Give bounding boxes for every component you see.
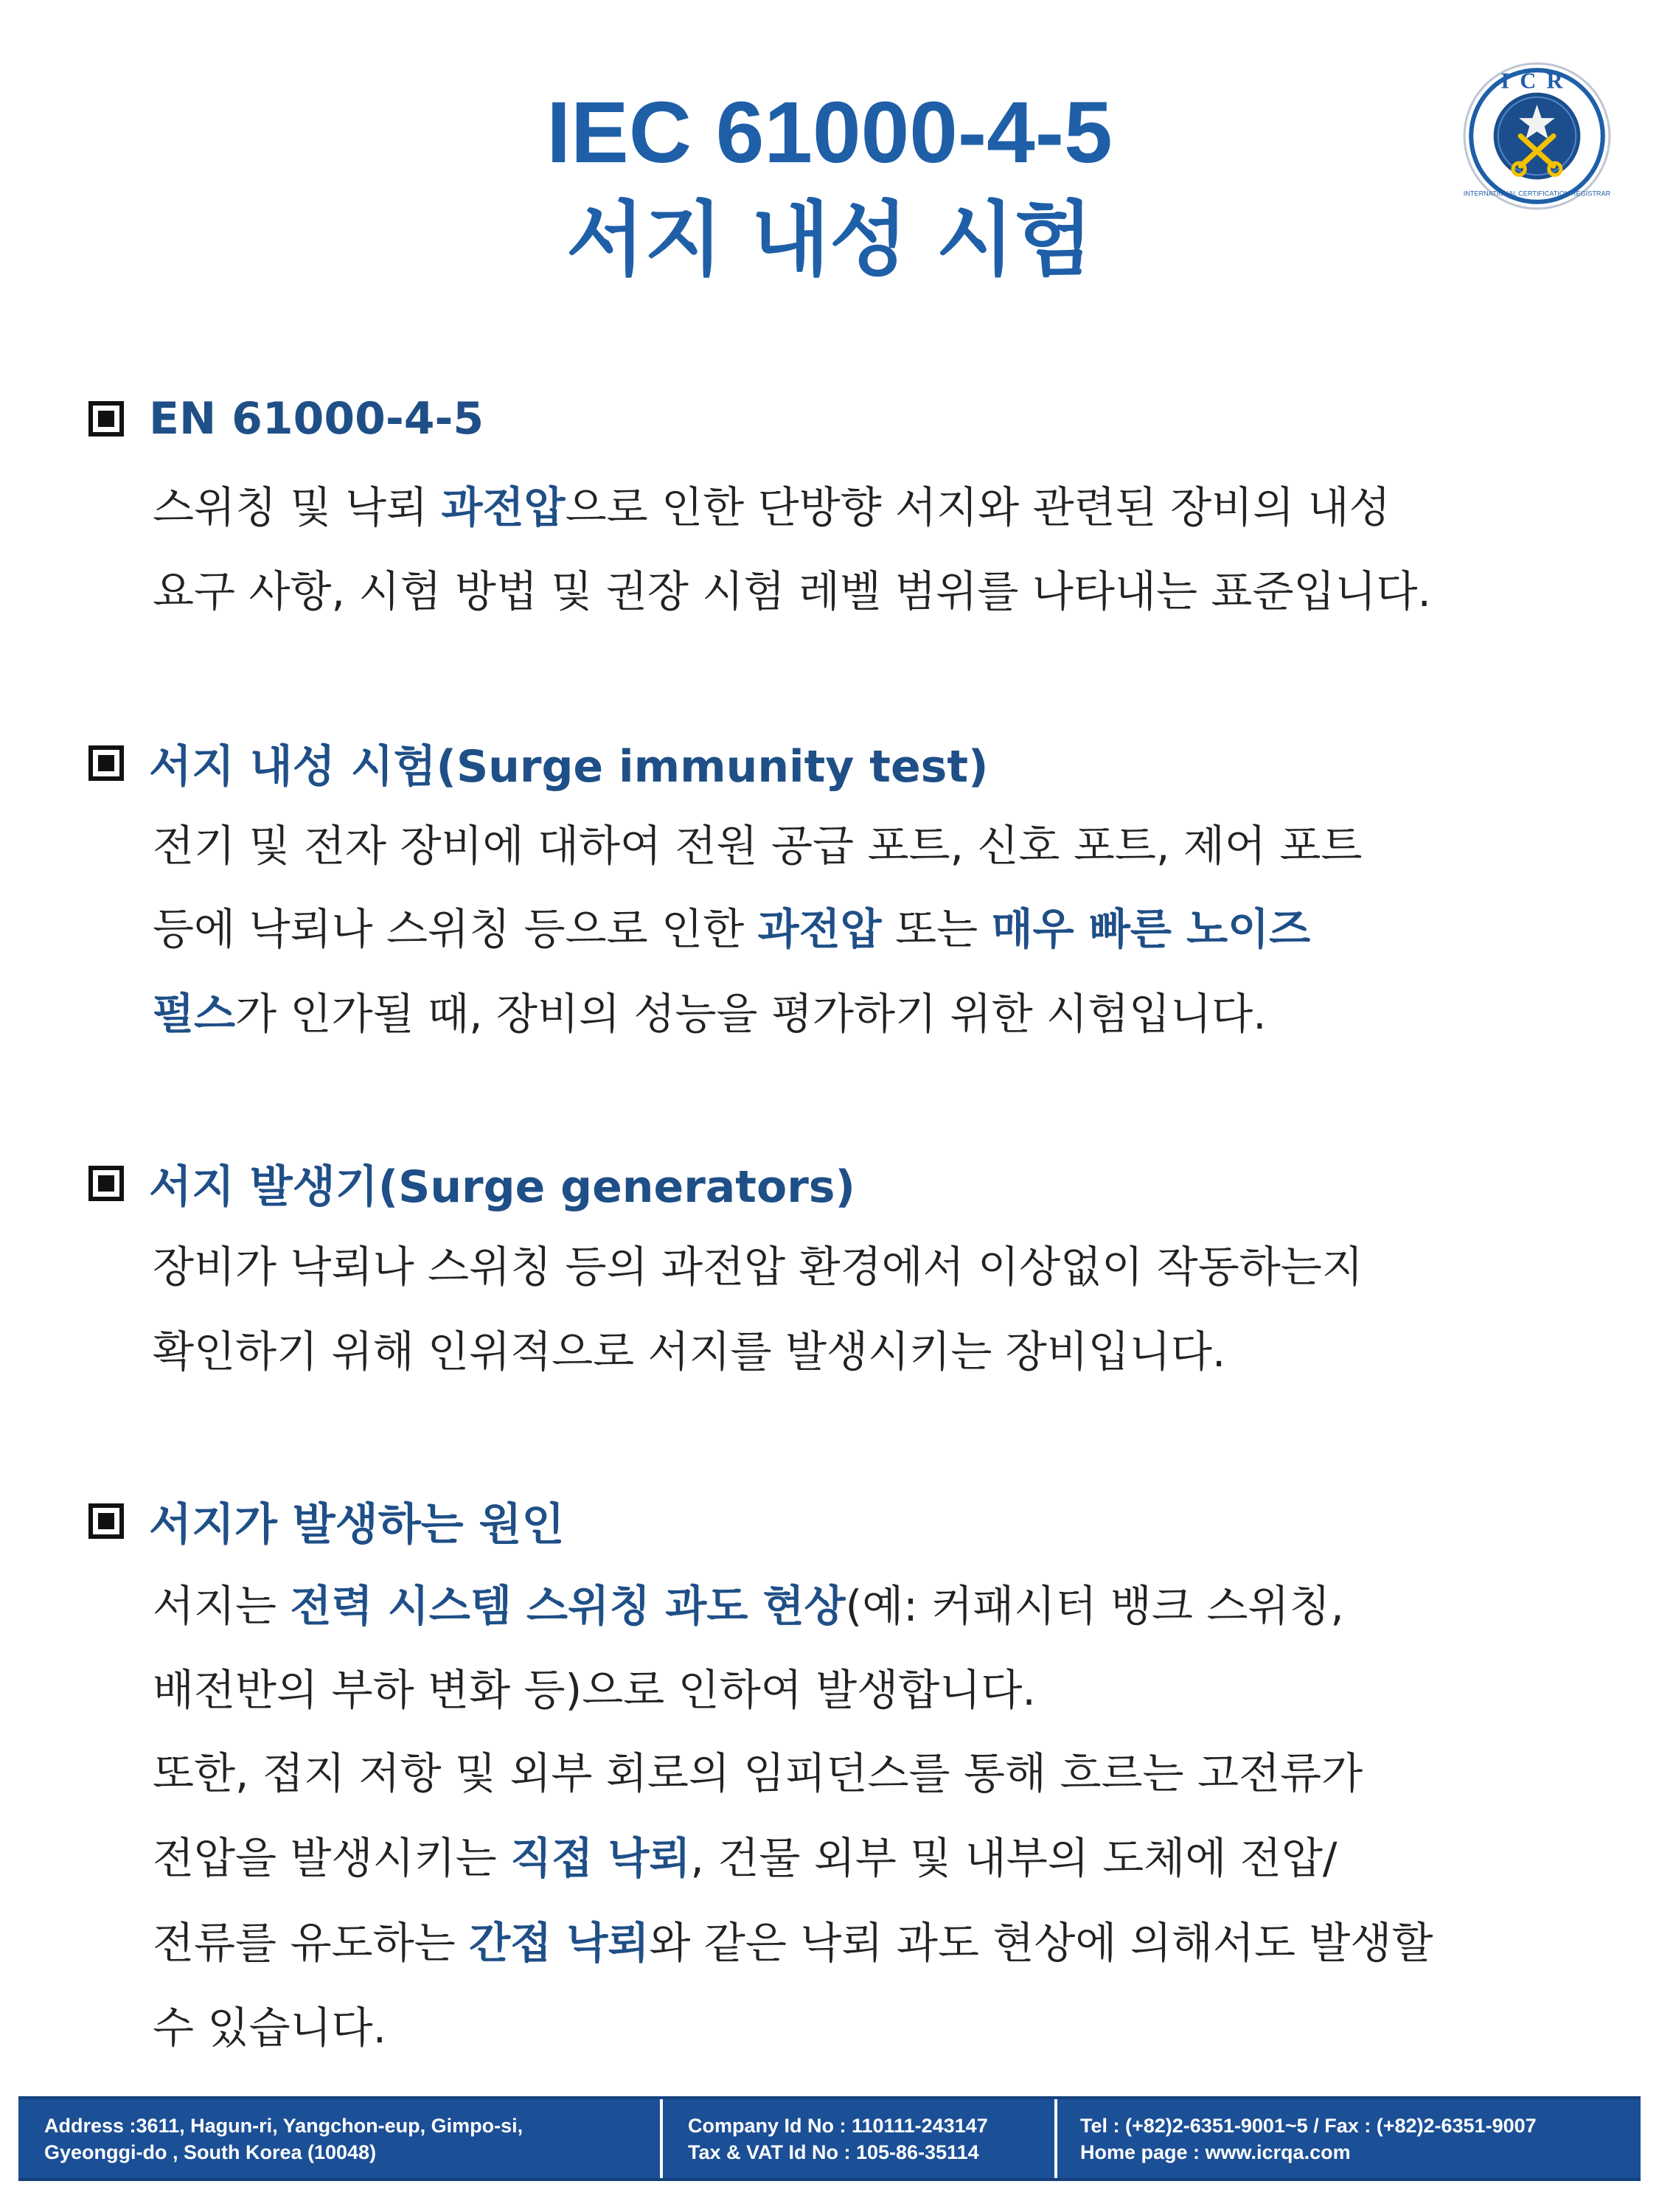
- square-bullet-icon: [88, 1503, 124, 1539]
- footer-tel-fax: Tel : (+82)2-6351-9001~5 / Fax : (+82)2-6351-9007: [1080, 2115, 1537, 2137]
- footer-home-page-link[interactable]: Home page : www.icrqa.com: [1080, 2141, 1351, 2163]
- section-title: 서지가 발생하는 원인: [149, 1499, 565, 1551]
- body-text: 배전반의 부하 변화 등)으로 인하여 발생합니다.: [153, 1665, 1036, 1715]
- section-3-line-2: [153, 1322, 1225, 1381]
- section-4-line-3: [153, 1744, 1363, 1803]
- section-1-line-1: [153, 478, 1391, 537]
- section-surge-causes-heading: [88, 1492, 564, 1551]
- body-text: 으로 인한 단방향 서지와 관련된 장비의 내성: [565, 482, 1391, 532]
- footer-company-ids: [688, 2099, 988, 2178]
- footer-tax-vat-id: Tax & VAT Id No : 105-86-35114: [688, 2141, 979, 2163]
- section-4-line-6: [153, 1998, 386, 2057]
- section-4-line-5: [153, 1913, 1433, 1972]
- section-4-line-2: [153, 1660, 1036, 1719]
- section-2-line-2: [153, 900, 1310, 959]
- body-text: 전기 및 전자 장비에 대하여 전원 공급 포트, 신호 포트, 제어 포트: [153, 821, 1363, 871]
- section-3-line-1: [153, 1237, 1363, 1296]
- section-2-line-3: [153, 984, 1267, 1043]
- body-text: 전압을 발생시키는: [153, 1833, 511, 1883]
- highlighted-term: 펄스: [153, 989, 236, 1039]
- footer-address-line-1: Address :3611, Hagun-ri, Yangchon-eup, Gimpo-si,: [44, 2115, 524, 2137]
- square-bullet-icon: [88, 401, 124, 437]
- section-4-line-4: [153, 1829, 1337, 1888]
- section-title: 서지 발생기(Surge generators): [149, 1161, 855, 1213]
- section-4-line-1: [153, 1576, 1344, 1635]
- body-text: , 건물 외부 및 내부의 도체에 전압/: [690, 1833, 1338, 1883]
- highlighted-term: 과전압: [757, 904, 882, 954]
- highlighted-term: 전력 시스템 스위칭 과도 현상: [290, 1581, 846, 1631]
- body-text: 전류를 유도하는: [153, 1918, 470, 1968]
- title-standard-number: IEC 61000-4-5: [546, 84, 1113, 181]
- body-text: 와 같은 낙뢰 과도 현상에 의해서도 발생할: [649, 1918, 1433, 1968]
- body-text: 스위칭 및 낙뢰: [153, 482, 442, 532]
- footer-divider: [660, 2099, 663, 2178]
- body-text: 또한, 접지 저항 및 외부 회로의 임피던스를 통해 흐르는 고전류가: [153, 1748, 1363, 1798]
- icr-seal-logo-icon: [1462, 61, 1612, 211]
- footer-address: [44, 2099, 523, 2178]
- page-title: [0, 81, 1659, 295]
- svg-text:ICR: ICR: [1500, 68, 1573, 94]
- footer-contact: [1080, 2099, 1537, 2178]
- section-title: EN 61000-4-5: [149, 393, 484, 445]
- square-bullet-icon: [88, 745, 124, 781]
- footer-company-id: Company Id No : 110111-243147: [688, 2115, 988, 2137]
- highlighted-term: 간접 낙뢰: [469, 1918, 650, 1968]
- highlighted-term: 과전압: [441, 482, 566, 532]
- body-text: (예: 커패시터 뱅크 스위칭,: [845, 1581, 1344, 1631]
- section-surge-generators-heading: [88, 1154, 855, 1213]
- highlighted-term: 직접 낙뢰: [510, 1833, 691, 1883]
- footer-divider: [1054, 2099, 1057, 2178]
- highlighted-term: 매우 빠른 노이즈: [991, 904, 1311, 954]
- body-text: 또는: [881, 904, 992, 954]
- section-2-line-1: [153, 816, 1362, 875]
- body-text: 요구 사항, 시험 방법 및 권장 시험 레벨 범위를 나타내는 표준입니다.: [153, 566, 1431, 616]
- footer-bar: [18, 2096, 1641, 2181]
- footer-address-line-2: Gyeonggi-do , South Korea (10048): [44, 2141, 377, 2163]
- svg-text:INTERNATIONAL CERTIFICATION RE: INTERNATIONAL CERTIFICATION REGISTRAR: [1463, 189, 1611, 198]
- body-text: 가 인가될 때, 장비의 성능을 평가하기 위한 시험입니다.: [235, 989, 1267, 1039]
- square-bullet-icon: [88, 1166, 124, 1201]
- body-text: 등에 낙뢰나 스위칭 등으로 인한: [153, 904, 758, 954]
- section-title: 서지 내성 시험(Surge immunity test): [149, 741, 989, 793]
- title-korean: 서지 내성 시험: [566, 192, 1093, 287]
- section-en-61000-4-5-heading: [88, 389, 484, 448]
- body-text: 서지는: [153, 1581, 291, 1631]
- body-text: 수 있습니다.: [153, 2003, 387, 2053]
- section-surge-immunity-test-heading: [88, 734, 988, 793]
- body-text: 확인하기 위해 인위적으로 서지를 발생시키는 장비입니다.: [153, 1326, 1226, 1377]
- section-1-line-2: [153, 562, 1431, 621]
- body-text: 장비가 낙뢰나 스위칭 등의 과전압 환경에서 이상없이 작동하는지: [153, 1242, 1363, 1292]
